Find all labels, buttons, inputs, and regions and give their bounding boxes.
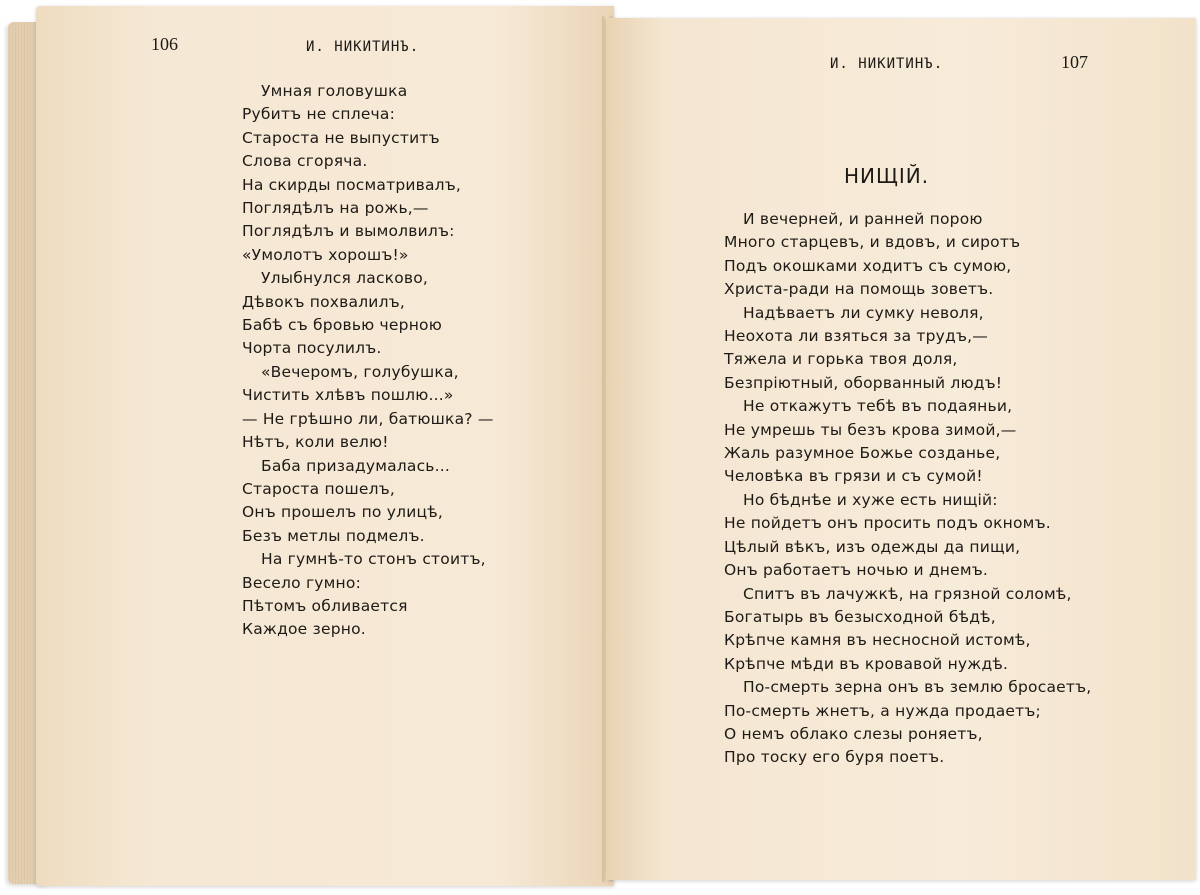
- verse-line: Онъ прошелъ по улицѣ,: [242, 503, 443, 522]
- verse-line: Бабѣ съ бровью черною: [242, 316, 442, 335]
- verse-line: По-смерть зерна онъ въ землю бросаетъ,: [743, 678, 1092, 697]
- verse-line: Рубитъ не сплеча:: [242, 105, 396, 124]
- verse-line: Слова сгоряча.: [242, 152, 368, 171]
- verse-line: Каждое зерно.: [242, 620, 366, 639]
- right-page-number: 107: [1061, 52, 1088, 72]
- verse-line: — Не грѣшно ли, батюшка? —: [242, 409, 494, 428]
- verse-line: Безъ метлы подмелъ.: [242, 526, 425, 545]
- verse-line: Человѣка въ грязи и съ сумой!: [724, 467, 983, 486]
- verse-line: Крѣпче камня въ несносной истомѣ,: [724, 631, 1031, 650]
- verse-line: Нѣтъ, коли велю!: [242, 433, 389, 452]
- verse-line: Про тоску его буря поетъ.: [724, 748, 945, 767]
- verse-line: Весело гумно:: [242, 573, 361, 592]
- verse-line: Цѣлый вѣкъ, изъ одежды да пищи,: [724, 537, 1021, 556]
- verse-line: Дѣвокъ похвалилъ,: [242, 292, 405, 311]
- verse-line: Чистить хлѣвъ пошлю...»: [242, 386, 454, 405]
- verse-line: На скирды посматривалъ,: [242, 175, 462, 194]
- verse-line: Поглядѣлъ и вымолвилъ:: [242, 222, 455, 241]
- poem-title: НИЩІЙ.: [844, 164, 930, 188]
- verse-line: Христа-ради на помощь зоветъ.: [724, 280, 994, 299]
- verse-line: Безпріютный, оборванный людъ!: [724, 373, 1003, 392]
- verse-line: Много старцевъ, и вдовъ, и сиротъ: [724, 233, 1021, 252]
- verse-line: «Вечеромъ, голубушка,: [261, 362, 459, 381]
- verse-line: Жаль разумное Божье созданье,: [724, 444, 1001, 463]
- verse-line: Подъ окошками ходитъ съ сумою,: [724, 256, 1012, 275]
- verse-line: Неохота ли взяться за трудъ,—: [724, 327, 988, 346]
- left-page-number: 106: [151, 34, 178, 54]
- verse-line: Улыбнулся ласково,: [261, 269, 429, 288]
- verse-line: По-смерть жнетъ, а нужда продаетъ;: [724, 701, 1041, 720]
- verse-line: Пѣтомъ обливается: [242, 596, 408, 615]
- verse-line: О немъ облако слезы роняетъ,: [724, 724, 983, 743]
- verse-line: Тяжела и горька твоя доля,: [724, 350, 958, 369]
- left-page: [36, 6, 614, 886]
- verse-line: Поглядѣлъ на рожь,—: [242, 199, 429, 218]
- verse-line: Не пойдетъ онъ просить подъ окномъ.: [724, 514, 1051, 533]
- right-running-head: И. НИКИТИНЪ.: [830, 56, 944, 72]
- right-verse: [724, 208, 1091, 770]
- verse-line: Не откажутъ тебѣ въ подаяньи,: [743, 397, 1013, 416]
- verse-line: Староста не выпуститъ: [242, 128, 440, 147]
- right-page: [606, 18, 1196, 880]
- left-verse: [242, 80, 494, 642]
- verse-line: Не умрешь ты безъ крова зимой,—: [724, 420, 1017, 439]
- verse-line: Богатырь въ безысходной бѣдѣ,: [724, 607, 996, 626]
- verse-line: Чорта посулилъ.: [242, 339, 382, 358]
- verse-line: Староста пошелъ,: [242, 479, 395, 498]
- verse-line: Надѣваетъ ли сумку неволя,: [743, 303, 984, 322]
- verse-line: Но бѣднѣе и хуже есть нищій:: [743, 490, 998, 509]
- verse-line: На гумнѣ-то стонъ стоитъ,: [261, 550, 486, 569]
- verse-line: «Умолотъ хорошъ!»: [242, 245, 409, 264]
- verse-line: И вечерней, и ранней порою: [743, 210, 983, 228]
- verse-line: Онъ работаетъ ночью и днемъ.: [724, 561, 989, 580]
- verse-line: Спитъ въ лачужкѣ, на грязной соломѣ,: [743, 584, 1072, 603]
- left-running-head: И. НИКИТИНЪ.: [306, 39, 420, 55]
- verse-line: Крѣпче мѣди въ кровавой нуждѣ.: [724, 654, 1009, 673]
- verse-line: Умная головушка: [261, 82, 408, 100]
- verse-line: Баба призадумалась...: [261, 456, 451, 475]
